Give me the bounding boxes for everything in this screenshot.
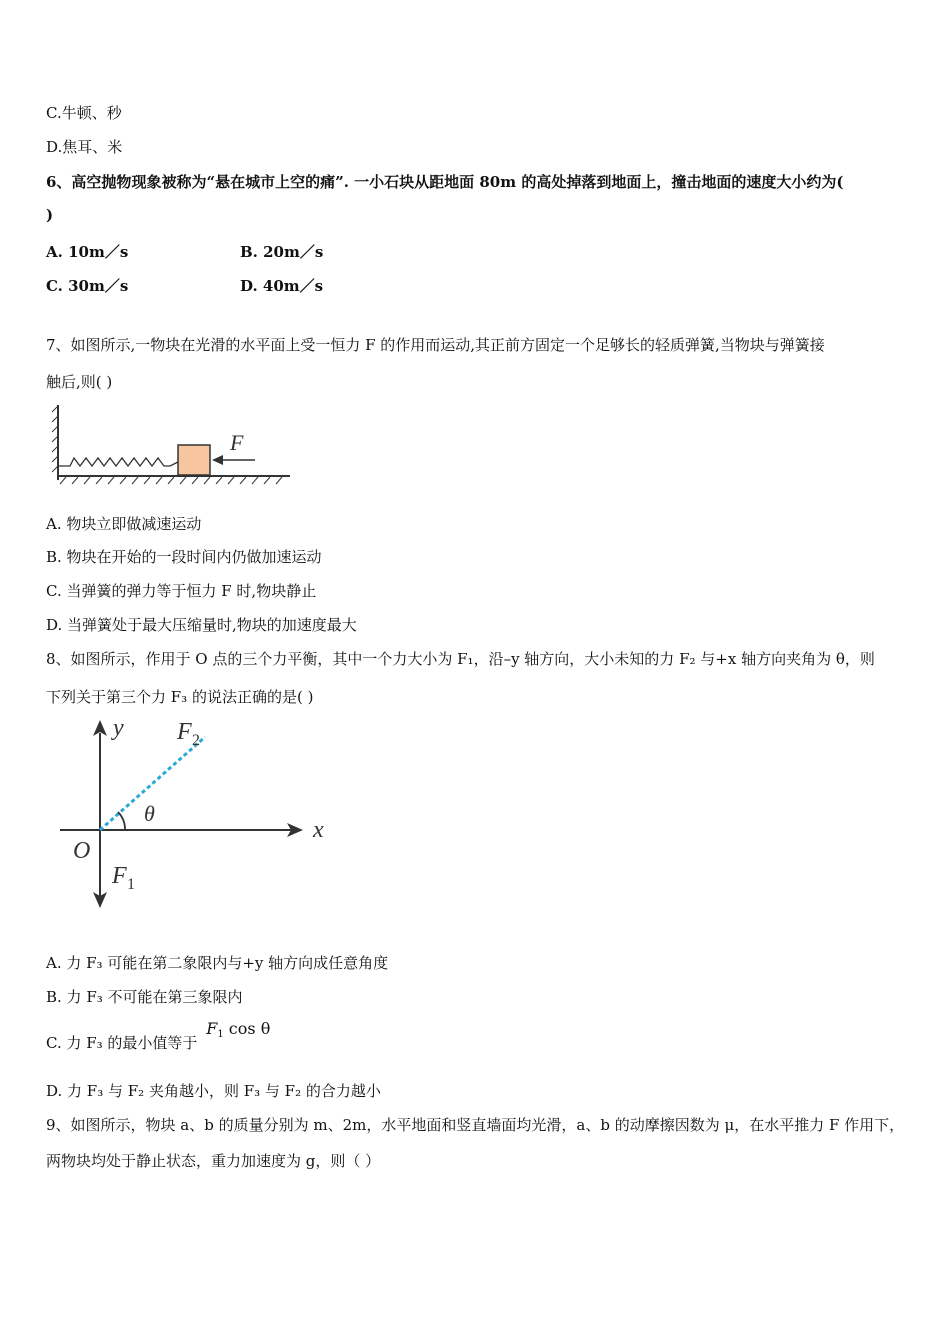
label-f1: F xyxy=(112,863,127,889)
q8-stem-line1: 8、如图所示，作用于 O 点的三个力平衡，其中一个力大小为 F₁，沿–y 轴方向，大小未知的力 F₂ 与+x 轴方向夹角为 θ，则 xyxy=(46,650,875,668)
q6-option-c: C. 30m／s xyxy=(46,277,129,295)
force-label-f: F xyxy=(230,430,244,455)
q8-option-c-text: C. 力 F₃ 的最小值等于 xyxy=(46,1034,198,1052)
q5-option-c: C.牛顿、秒 xyxy=(46,104,122,122)
formula-cos: cos θ xyxy=(228,1019,271,1038)
label-y: y xyxy=(113,715,124,741)
q8-option-b: B. 力 F₃ 不可能在第三象限内 xyxy=(46,988,243,1006)
floor-hatch xyxy=(58,476,290,484)
formula-sub: 1 xyxy=(217,1029,224,1040)
q6-option-b: B. 20m／s xyxy=(240,243,324,261)
q5-option-d: D.焦耳、米 xyxy=(46,138,123,156)
q6-option-d: D. 40m／s xyxy=(240,277,324,295)
q7-option-d: D. 当弹簧处于最大压缩量时,物块的加速度最大 xyxy=(46,616,357,634)
q8-stem-line2: 下列关于第三个力 F₃ 的说法正确的是( ) xyxy=(46,688,314,706)
label-f1-subscript: 1 xyxy=(127,876,135,893)
q7-option-a: A. 物块立即做减速运动 xyxy=(46,515,202,533)
force-arrow-head xyxy=(212,455,223,465)
spring xyxy=(58,458,178,466)
q8-option-d: D. 力 F₃ 与 F₂ 夹角越小，则 F₃ 与 F₂ 的合力越小 xyxy=(46,1082,381,1100)
label-f2-subscript: 2 xyxy=(192,732,200,749)
q7-stem-line2: 触后,则( ) xyxy=(46,373,113,391)
q7-stem-line1: 7、如图所示,一物块在光滑的水平面上受一恒力 F 的作用而运动,其正前方固定一个足够长的轻质弹簧,当物块与弹簧接 xyxy=(46,336,825,354)
q7-spring-block-figure xyxy=(50,400,300,490)
q8-option-c xyxy=(46,1019,271,1054)
q6-option-a: A. 10m／s xyxy=(46,243,129,261)
label-f2: F xyxy=(177,719,192,745)
q7-option-c: C. 当弹簧的弹力等于恒力 F 时,物块静止 xyxy=(46,582,317,600)
wall-hatch xyxy=(52,405,58,480)
q8-option-c-formula xyxy=(206,1019,270,1038)
q6-stem-line2: ) xyxy=(46,206,54,224)
label-o: O xyxy=(73,838,91,864)
q8-force-diagram xyxy=(55,713,355,913)
label-x: x xyxy=(313,817,324,843)
q7-option-b: B. 物块在开始的一段时间内仍做加速运动 xyxy=(46,548,322,566)
q9-stem-line2: 两物块均处于静止状态，重力加速度为 g，则（ ） xyxy=(46,1152,381,1170)
formula-f: F xyxy=(206,1019,218,1038)
q9-stem-line1: 9、如图所示，物块 a、b 的质量分别为 m、2m，水平地面和竖直墙面均光滑，a、b 的动摩擦因数为 μ，在水平推力 F 作用下， xyxy=(46,1116,905,1134)
q8-option-a: A. 力 F₃ 可能在第二象限内与+y 轴方向成任意角度 xyxy=(46,954,389,972)
label-theta: θ xyxy=(144,801,155,826)
block xyxy=(178,445,210,475)
q6-stem-line1: 6、高空抛物现象被称为“悬在城市上空的痛”. 一小石块从距地面 80m 的高处掉落到地面上，撞击地面的速度大小约为( xyxy=(46,173,844,191)
